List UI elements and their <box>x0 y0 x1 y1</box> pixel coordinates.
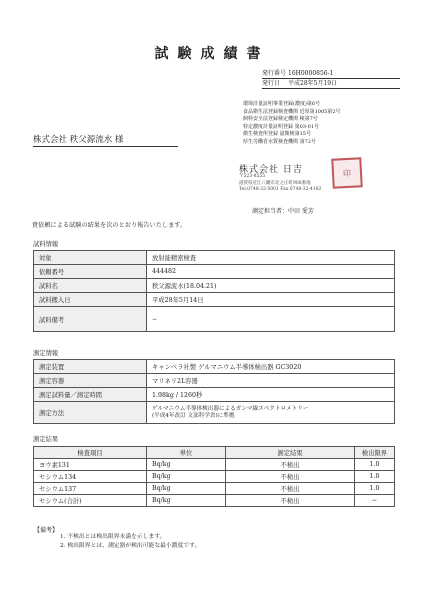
row-value: マリネリ2L容器 <box>147 374 395 388</box>
method-line: ゲルマニウム半導体検出器によるガンマ線スペクトロメトリー <box>152 405 309 412</box>
table-row <box>34 265 395 279</box>
registration-line: 衛生検査所登録 滋衛検第15号 <box>243 131 311 138</box>
cell-item: セシウム137 <box>34 483 147 495</box>
table-row <box>34 459 395 471</box>
issue-number-label: 発行番号 <box>262 70 287 77</box>
row-value: − <box>147 307 395 332</box>
row-label: 依頼番号 <box>34 265 147 279</box>
row-label: 試料備考 <box>34 307 147 332</box>
row-value: キャンベラ社製 ゲルマニウム半導体検出器 GC3020 <box>147 360 395 374</box>
cell-limit: 1.0 <box>355 483 395 495</box>
cell-unit: Bq/kg <box>147 483 226 495</box>
table-row <box>34 360 395 374</box>
table-row <box>34 388 395 402</box>
row-label: 対象 <box>34 251 147 265</box>
header-result: 測定結果 <box>226 447 355 459</box>
measurement-person: 測定担当者：中田 愛芳 <box>252 208 314 215</box>
cell-limit: 1.0 <box>355 459 395 471</box>
issue-date-label: 発行日 <box>262 80 281 87</box>
sample-section-heading: 試料情報 <box>33 241 59 248</box>
results-table <box>33 446 395 507</box>
registration-line: 厚生労働省水質検査機関 第72号 <box>243 138 316 145</box>
table-row <box>34 495 395 507</box>
row-value: 秩父源流水(18.04.21) <box>147 279 395 293</box>
notes-heading: 【備考】 <box>34 527 59 534</box>
cell-item: セシウム134 <box>34 471 147 483</box>
company-name: 株式会社 日吉 <box>239 165 303 175</box>
company-phone: Tel.0748-32-5001 Fax.0748-32-4182 <box>239 187 322 193</box>
row-value: 放射能精密検査 <box>147 251 395 265</box>
row-value: 444482 <box>147 265 395 279</box>
measurement-info-table <box>33 359 395 424</box>
row-label: 試料搬入日 <box>34 293 147 307</box>
company-street: 滋賀県近江八幡市北之庄町908番地 <box>239 180 311 186</box>
company-address <box>239 174 321 194</box>
cell-item: セシウム(合計) <box>34 495 147 507</box>
intro-text: 貴依頼による試験の結果を次のとおり報告いたします。 <box>32 222 187 229</box>
issue-date: 平成28年5月19日 <box>288 80 338 87</box>
header-unit: 単位 <box>147 447 226 459</box>
document-title: 試験成績書 <box>154 46 270 62</box>
table-row <box>34 307 395 332</box>
table-header-row <box>34 447 395 459</box>
header-item: 検査項目 <box>34 447 147 459</box>
table-row <box>34 483 395 495</box>
row-value <box>147 402 395 424</box>
note-item: 2. 検出限界とは、測定器が検出可能な最小濃度です。 <box>60 543 201 549</box>
table-row <box>34 251 395 265</box>
cell-result: 不検出 <box>226 483 355 495</box>
registration-line: 特定濃度計量証明登録 第03-01号 <box>243 123 320 130</box>
cell-unit: Bq/kg <box>147 459 226 471</box>
issue-info <box>262 69 400 89</box>
registration-line: 環境計量証明事業登録(濃度)第6号 <box>243 101 321 107</box>
sample-info-table <box>33 250 395 332</box>
cell-unit: Bq/kg <box>147 471 226 483</box>
issue-date-row <box>262 79 400 89</box>
registration-line: 食品衛生法登録検査機関 近厚第1005第2号 <box>243 108 341 115</box>
cell-item: ヨウ素131 <box>34 459 147 471</box>
registration-list <box>243 101 341 147</box>
method-line: (平成4年改訂 文部科学省)に準拠 <box>152 412 235 419</box>
cell-limit: − <box>355 495 395 507</box>
table-row <box>34 471 395 483</box>
issue-number: 16H0000856-1 <box>288 70 334 77</box>
header-limit: 検出限界 <box>355 447 395 459</box>
issue-number-row <box>262 69 400 79</box>
registration-line: 飼料安全法登録検定機関 検第7号 <box>243 116 318 123</box>
cell-result: 不検出 <box>226 495 355 507</box>
note-item: 1. 不検出とは検出限界未満を示します。 <box>60 534 166 540</box>
company-seal-stamp <box>331 157 363 189</box>
cell-unit: Bq/kg <box>147 495 226 507</box>
table-row <box>34 293 395 307</box>
row-label: 測定試料量／測定時間 <box>34 388 147 402</box>
seal-icon: 印 <box>342 168 352 178</box>
result-section-heading: 測定結果 <box>33 436 59 443</box>
row-value: 1.98kg / 1260秒 <box>147 388 395 402</box>
row-value: 平成28年5月14日 <box>147 293 395 307</box>
table-row <box>34 279 395 293</box>
row-label: 測定装置 <box>34 360 147 374</box>
row-label: 測定方法 <box>34 402 147 424</box>
cell-limit: 1.0 <box>355 471 395 483</box>
measure-section-heading: 測定情報 <box>33 350 59 357</box>
client-name: 株式会社 秩父源流水 様 <box>33 133 178 147</box>
cell-result: 不検出 <box>226 471 355 483</box>
company-postal: 〒523-8555 <box>239 174 266 179</box>
table-row <box>34 374 395 388</box>
notes-list <box>60 533 200 551</box>
row-label: 試料名 <box>34 279 147 293</box>
table-row <box>34 402 395 424</box>
cell-result: 不検出 <box>226 459 355 471</box>
row-label: 測定容器 <box>34 374 147 388</box>
